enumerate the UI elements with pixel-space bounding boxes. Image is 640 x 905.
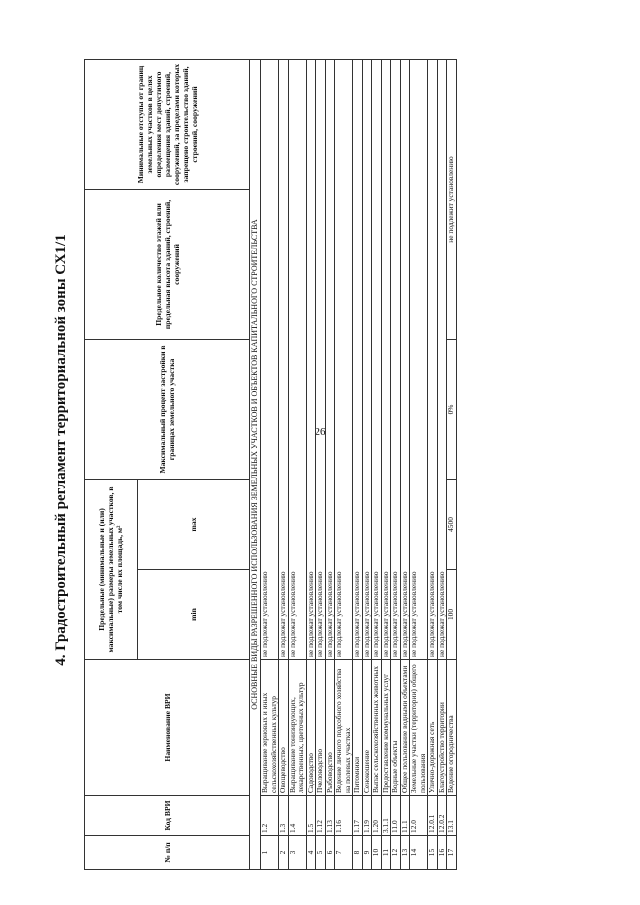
row-parameters: не подлежат установлению [381,59,391,659]
section-row [250,59,261,869]
row-code: 12.0.1 [428,796,438,836]
row-name: Общее пользование водными объектами [400,660,410,796]
row-name: Ведение огородничества [447,660,457,796]
section-title: ОСНОВНЫЕ ВИДЫ РАЗРЕШЕННОГО ИСПОЛЬЗОВАНИЯ ЗЕМЕЛЬНЫХ УЧАСТКОВ И ОБЪЕКТОВ КАПИТАЛЬНОГО СТРОИТЕЛЬСТВА [250,59,261,869]
row-code: 1.13 [325,796,335,836]
header-floors: Предельное количество этажей или предельная высота зданий, строений, сооружений [85,189,250,339]
row-parameters: не подлежат установлению [410,59,428,659]
row-name: Предоставление коммунальных услуг [381,660,391,796]
row-name: Ведение личного подсобного хозяйства на полевых участках [335,660,353,796]
row-number: 4 [306,836,316,870]
row-parameters: не подлежат установлению [428,59,438,659]
row-code: 1.20 [372,796,382,836]
row-number: 13 [400,836,410,870]
row-number: 10 [372,836,382,870]
row-parameters: не подлежат установлению [316,59,326,659]
row-floors-setback: не подлежит установлению [447,59,457,339]
row-number: 7 [335,836,353,870]
row-code: 11.0 [391,796,401,836]
header-min: min [137,570,249,660]
table-row [335,59,353,869]
table-row [316,59,326,869]
rotated-page-content [50,30,590,870]
table-row [428,59,438,869]
row-number: 5 [316,836,326,870]
row-percent: 0% [447,339,457,479]
row-code: 3.1.1 [381,796,391,836]
row-parameters: не подлежат установлению [362,59,372,659]
row-min: 100 [447,570,457,660]
row-parameters: не подлежат установлению [279,59,289,659]
row-parameters: не подлежат установлению [400,59,410,659]
row-parameters: не подлежат установлению [335,59,353,659]
page-number: 26 [314,426,326,438]
header-percent: Максимальный процент застройки в границах земельного участка [85,339,250,479]
table-row [410,59,428,869]
row-name: Садоводство [306,660,316,796]
row-number: 2 [279,836,289,870]
header-size-text: Предельные (минимальные и (или) максимальные) размеры земельных участков, в том числе их площадь, м² [97,486,125,653]
row-code: 1.16 [335,796,353,836]
row-code: 1.12 [316,796,326,836]
row-code: 1.2 [261,796,279,836]
row-name: Овощеводство [279,660,289,796]
row-name: Благоустройство территории [437,660,447,796]
table-row [353,59,363,869]
row-name: Выращивание зерновых и иных сельскохозяйственных культур [261,660,279,796]
row-parameters: не подлежат установлению [353,59,363,659]
header-number: № п/п [85,836,250,870]
row-parameters: не подлежат установлению [261,59,279,659]
row-name: Рыбоводство [325,660,335,796]
row-name: Земельные участки (территории) общего пользования [410,660,428,796]
table-row [288,59,306,869]
row-number: 15 [428,836,438,870]
row-parameters: не подлежат установлению [288,59,306,659]
table-row [261,59,279,869]
table-row [447,59,457,869]
row-number: 1 [261,836,279,870]
row-name: Водные объекты [391,660,401,796]
row-number: 12 [391,836,401,870]
row-name: Выращивание тонизирующих, лекарственных, цветочных культур [288,660,306,796]
regulation-table [84,59,457,870]
row-name: Пчеловодство [316,660,326,796]
row-name: Сенокошение [362,660,372,796]
row-code: 1.17 [353,796,363,836]
row-code: 13.1 [447,796,457,836]
table-row [372,59,382,869]
table-body [250,59,457,869]
row-number: 14 [410,836,428,870]
row-code: 12.0 [410,796,428,836]
row-parameters: не подлежат установлению [372,59,382,659]
row-parameters: не подлежат установлению [306,59,316,659]
row-number: 16 [437,836,447,870]
header-setback: Минимальные отступы от границ земельных участков в целях определения мест допустимого размещения зданий, строений, сооружений, за пределами которых запрещено строительство зданий, строений, сооружений [85,59,250,189]
header-size [85,479,138,659]
row-code: 11.1 [400,796,410,836]
header-code: Код ВРИ [85,796,250,836]
row-max: 4500 [447,479,457,569]
row-code: 1.19 [362,796,372,836]
page-title: 4. Градостроительный регламент территориальной зоны СХ1/1 [53,234,69,666]
row-number: 17 [447,836,457,870]
row-code: 1.3 [279,796,289,836]
row-code: 1.5 [306,796,316,836]
header-name: Наименование ВРИ [85,660,250,796]
row-name: Улично-дорожная сеть [428,660,438,796]
row-number: 8 [353,836,363,870]
header-max: max [137,479,249,569]
row-number: 6 [325,836,335,870]
row-parameters: не подлежат установлению [437,59,447,659]
row-parameters: не подлежат установлению [325,59,335,659]
row-code: 1.4 [288,796,306,836]
row-number: 9 [362,836,372,870]
table-row [391,59,401,869]
row-name: Питомники [353,660,363,796]
table-row [279,59,289,869]
table-row [306,59,316,869]
row-number: 3 [288,836,306,870]
row-number: 11 [381,836,391,870]
row-parameters: не подлежат установлению [391,59,401,659]
row-code: 12.0.2 [437,796,447,836]
row-name: Выпас сельскохозяйственных животных [372,660,382,796]
